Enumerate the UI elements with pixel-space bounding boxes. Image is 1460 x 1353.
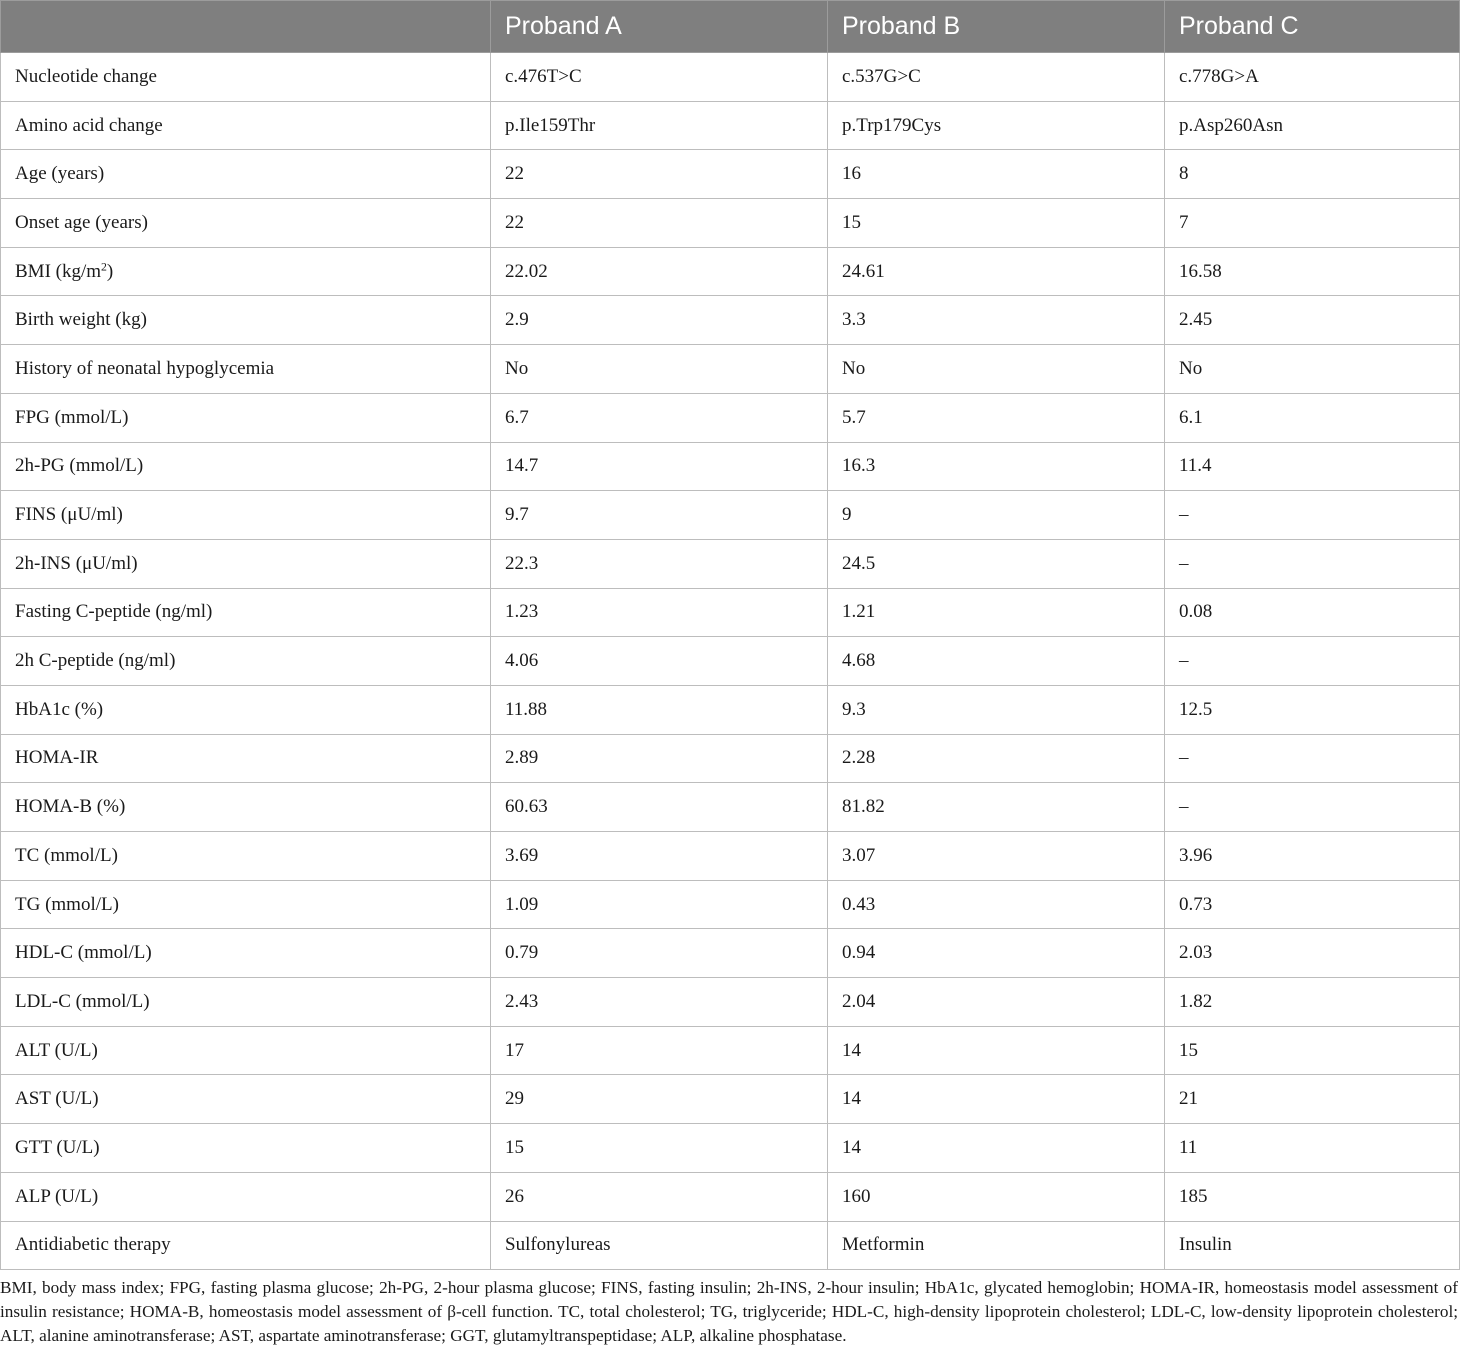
proband-b-value: 14 (828, 1124, 1165, 1173)
table-row (1, 101, 1460, 150)
proband-b-value: No (828, 345, 1165, 394)
proband-b-value: 24.5 (828, 539, 1165, 588)
row-label: Age (years) (15, 163, 105, 185)
proband-a-value: p.Ile159Thr (491, 101, 828, 150)
proband-a-value: 29 (491, 1075, 828, 1124)
proband-c-value: – (1165, 539, 1460, 588)
proband-c-value: 11.4 (1165, 442, 1460, 491)
row-label-cell (1, 832, 491, 881)
proband-b-value: 14 (828, 1026, 1165, 1075)
proband-a-value: 0.79 (491, 929, 828, 978)
row-label: ALT (U/L) (15, 1039, 98, 1061)
proband-c-value: 0.73 (1165, 880, 1460, 929)
row-label-cell (1, 442, 491, 491)
proband-a-value: 22 (491, 199, 828, 248)
proband-b-value: 3.3 (828, 296, 1165, 345)
row-label: HOMA-B (%) (15, 796, 126, 818)
proband-b-value: 3.07 (828, 832, 1165, 881)
proband-c-value: 16.58 (1165, 247, 1460, 296)
proband-a-value: 22.3 (491, 539, 828, 588)
table-row (1, 588, 1460, 637)
proband-c-value: 1.82 (1165, 978, 1460, 1027)
table-row (1, 783, 1460, 832)
proband-a-value: 6.7 (491, 393, 828, 442)
row-label: LDL-C (mmol/L) (15, 990, 150, 1012)
row-label: Antidiabetic therapy (15, 1234, 171, 1256)
header-cell-proband-b: Proband B (828, 1, 1165, 53)
row-label-cell (1, 150, 491, 199)
table-row (1, 929, 1460, 978)
proband-a-value: 17 (491, 1026, 828, 1075)
row-label-cell (1, 101, 491, 150)
row-label-cell (1, 929, 491, 978)
row-label: FINS (μU/ml) (15, 504, 123, 526)
row-label: BMI (kg/m (15, 260, 102, 282)
row-label: HDL-C (mmol/L) (15, 942, 152, 964)
proband-a-value: 15 (491, 1124, 828, 1173)
row-label-cell (1, 588, 491, 637)
proband-a-value: 22.02 (491, 247, 828, 296)
proband-b-value: 81.82 (828, 783, 1165, 832)
row-label-cell (1, 539, 491, 588)
proband-c-value: 0.08 (1165, 588, 1460, 637)
row-label-cell (1, 199, 491, 248)
proband-b-value: 4.68 (828, 637, 1165, 686)
row-label-cell (1, 880, 491, 929)
proband-b-value: 15 (828, 199, 1165, 248)
row-label-cell (1, 53, 491, 102)
table-footnote: BMI, body mass index; FPG, fasting plasma glucose; 2h-PG, 2-hour plasma glucose; FINS, fasting insulin; 2h-INS, 2-hour insulin; HbA1c, glycated hemoglobin; HOMA-IR, homeostasis model assessment of insulin resistance; HOMA-B, homeostasis model assessment of β-cell function. TC, total cholesterol; TG, triglyceride; HDL-C, high-density lipoprotein cholesterol; LDL-C, low-density lipoprotein cholesterol; ALT, alanine aminotransferase; AST, aspartate aminotransferase; GGT, glutamyltranspeptidase; ALP, alkaline phosphatase. (0, 1278, 1458, 1345)
table-row (1, 685, 1460, 734)
proband-b-value: 1.21 (828, 588, 1165, 637)
row-label: Onset age (years) (15, 211, 148, 233)
row-label: Amino acid change (15, 114, 163, 136)
proband-b-value: 14 (828, 1075, 1165, 1124)
row-label-cell (1, 1172, 491, 1221)
row-label: FPG (mmol/L) (15, 406, 129, 428)
proband-c-value: 12.5 (1165, 685, 1460, 734)
table-row (1, 734, 1460, 783)
proband-c-value: 2.03 (1165, 929, 1460, 978)
row-label: TG (mmol/L) (15, 893, 119, 915)
row-label: HOMA-IR (15, 747, 99, 769)
table-row (1, 491, 1460, 540)
proband-c-value: 2.45 (1165, 296, 1460, 345)
row-label: History of neonatal hypoglycemia (15, 357, 275, 379)
table-row (1, 832, 1460, 881)
row-label: 2h-INS (μU/ml) (15, 552, 138, 574)
proband-c-value: 6.1 (1165, 393, 1460, 442)
proband-c-value: 3.96 (1165, 832, 1460, 881)
proband-c-value: – (1165, 783, 1460, 832)
proband-c-value: 8 (1165, 150, 1460, 199)
proband-b-value: 0.43 (828, 880, 1165, 929)
header-cell-proband-c: Proband C (1165, 1, 1460, 53)
proband-c-value: 21 (1165, 1075, 1460, 1124)
proband-c-value: – (1165, 734, 1460, 783)
proband-b-value: 5.7 (828, 393, 1165, 442)
table-row (1, 345, 1460, 394)
table-row (1, 1026, 1460, 1075)
proband-a-value: 26 (491, 1172, 828, 1221)
table-row (1, 1124, 1460, 1173)
table-row (1, 1172, 1460, 1221)
proband-a-value: 1.23 (491, 588, 828, 637)
row-label: GTT (U/L) (15, 1136, 100, 1158)
row-label-cell (1, 734, 491, 783)
row-label-cell (1, 491, 491, 540)
proband-b-value: 16 (828, 150, 1165, 199)
proband-a-value: 60.63 (491, 783, 828, 832)
table-row (1, 150, 1460, 199)
header-cell-empty (1, 1, 491, 53)
row-label-cell (1, 1026, 491, 1075)
proband-b-value: 9.3 (828, 685, 1165, 734)
row-label: 2h-PG (mmol/L) (15, 455, 144, 477)
proband-c-value: 11 (1165, 1124, 1460, 1173)
row-label-cell (1, 296, 491, 345)
row-label: TC (mmol/L) (15, 844, 118, 866)
proband-c-value: 15 (1165, 1026, 1460, 1075)
row-label-suffix: ) (106, 260, 114, 282)
proband-a-value: No (491, 345, 828, 394)
table-row (1, 637, 1460, 686)
proband-c-value: 7 (1165, 199, 1460, 248)
table-row (1, 978, 1460, 1027)
row-label-cell (1, 978, 491, 1027)
proband-a-value: 4.06 (491, 637, 828, 686)
proband-b-value: p.Trp179Cys (828, 101, 1165, 150)
proband-a-value: 9.7 (491, 491, 828, 540)
proband-b-value: 2.04 (828, 978, 1165, 1027)
proband-b-value: 9 (828, 491, 1165, 540)
row-label-cell (1, 247, 491, 296)
header-cell-proband-a: Proband A (491, 1, 828, 53)
proband-b-value: 0.94 (828, 929, 1165, 978)
row-label-cell (1, 1221, 491, 1270)
proband-c-value: No (1165, 345, 1460, 394)
proband-c-value: c.778G>A (1165, 53, 1460, 102)
header-row (1, 1, 1460, 53)
proband-c-value: – (1165, 491, 1460, 540)
proband-a-value: 2.89 (491, 734, 828, 783)
proband-a-value: Sulfonylureas (491, 1221, 828, 1270)
proband-a-value: 2.43 (491, 978, 828, 1027)
row-label: Fasting C-peptide (ng/ml) (15, 601, 213, 623)
row-label-cell (1, 1124, 491, 1173)
row-label-cell (1, 685, 491, 734)
table-row (1, 442, 1460, 491)
proband-b-value: Metformin (828, 1221, 1165, 1270)
row-label-cell (1, 345, 491, 394)
proband-c-value: – (1165, 637, 1460, 686)
proband-c-value: p.Asp260Asn (1165, 101, 1460, 150)
proband-a-value: 2.9 (491, 296, 828, 345)
table-header (1, 1, 1460, 53)
proband-c-value: 185 (1165, 1172, 1460, 1221)
proband-a-value: 3.69 (491, 832, 828, 881)
proband-b-value: c.537G>C (828, 53, 1165, 102)
proband-b-value: 16.3 (828, 442, 1165, 491)
table-body (1, 53, 1460, 1270)
table-row (1, 880, 1460, 929)
proband-b-value: 2.28 (828, 734, 1165, 783)
proband-a-value: c.476T>C (491, 53, 828, 102)
row-label: AST (U/L) (15, 1088, 99, 1110)
table-row (1, 199, 1460, 248)
table-row (1, 1221, 1460, 1270)
row-label-cell (1, 393, 491, 442)
proband-a-value: 22 (491, 150, 828, 199)
row-label: Nucleotide change (15, 65, 157, 87)
row-label-cell (1, 637, 491, 686)
table-row (1, 247, 1460, 296)
row-label-cell (1, 1075, 491, 1124)
table-row (1, 539, 1460, 588)
proband-a-value: 14.7 (491, 442, 828, 491)
proband-b-value: 24.61 (828, 247, 1165, 296)
row-label: 2h C-peptide (ng/ml) (15, 650, 176, 672)
proband-b-value: 160 (828, 1172, 1165, 1221)
row-label-superscript: 2 (101, 260, 107, 274)
row-label: Birth weight (kg) (15, 309, 147, 331)
row-label: HbA1c (%) (15, 698, 104, 720)
table-row (1, 53, 1460, 102)
table-row (1, 296, 1460, 345)
proband-a-value: 1.09 (491, 880, 828, 929)
row-label: ALP (U/L) (15, 1185, 99, 1207)
table-row (1, 1075, 1460, 1124)
table-row (1, 393, 1460, 442)
row-label-cell (1, 783, 491, 832)
proband-a-value: 11.88 (491, 685, 828, 734)
proband-c-value: Insulin (1165, 1221, 1460, 1270)
